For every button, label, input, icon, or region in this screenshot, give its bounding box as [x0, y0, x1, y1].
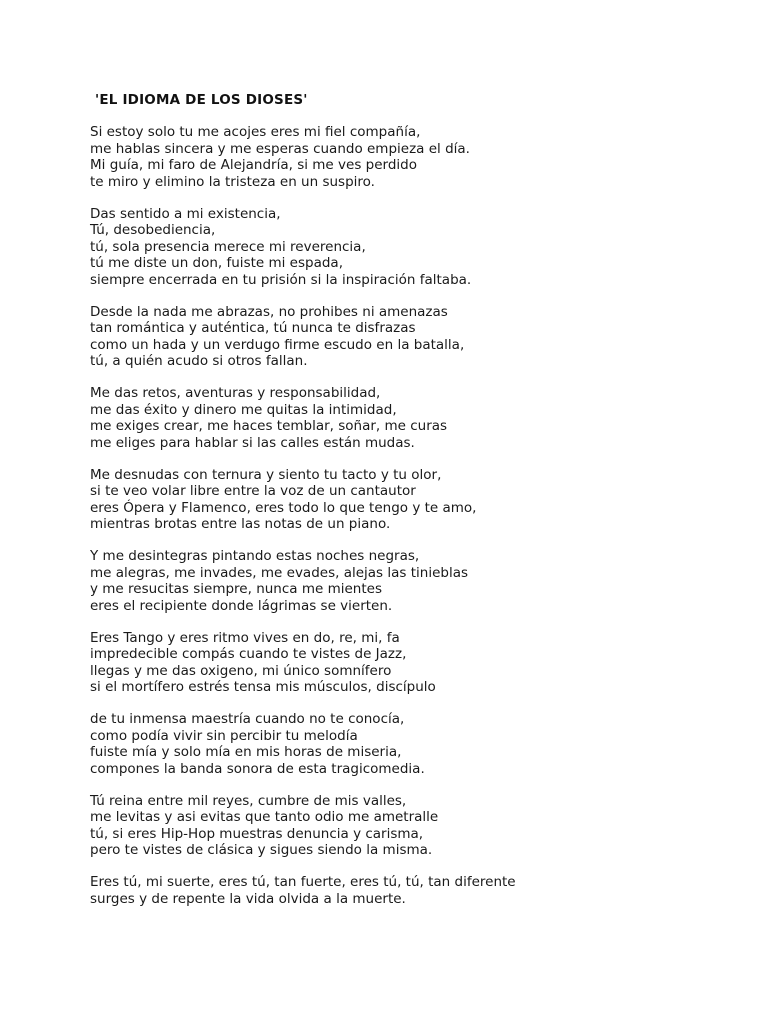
poem-line: Mi guía, mi faro de Alejandría, si me ves perdido [90, 157, 417, 173]
poem-stanza [90, 467, 730, 533]
poem-line: me levitas y asi evitas que tanto odio me ametralle [90, 809, 439, 825]
poem-line: surges y de repente la vida olvida a la muerte. [90, 890, 406, 907]
poem-line: mientras brotas entre las notas de un piano. [90, 516, 391, 532]
poem-line: Si estoy solo tu me acojes eres mi fiel compañía, [90, 124, 421, 140]
poem-line: Tú, desobediencia, [90, 222, 216, 238]
poem-stanza [90, 206, 730, 289]
poem-line: como un hada y un verdugo firme escudo en la batalla, [90, 336, 465, 353]
poem-line: llegas y me das oxigeno, mi único somnífero [90, 662, 392, 679]
poem-line: me eliges para hablar si las calles están mudas. [90, 434, 415, 451]
poem-line: te miro y elimino la tristeza en un suspiro. [90, 173, 375, 190]
poem-line: Me das retos, aventuras y responsabilidad, [90, 385, 381, 401]
poem-line: impredecible compás cuando te vistes de Jazz, [90, 646, 407, 662]
poem-line: me hablas sincera y me esperas cuando empieza el día. [90, 140, 470, 157]
poem-line: compones la banda sonora de esta tragicomedia. [90, 760, 425, 777]
poem-line: tú, a quién acudo si otros fallan. [90, 353, 308, 369]
poem-line: tú, si eres Hip-Hop muestras denuncia y carisma, [90, 825, 424, 842]
poem-line: Y me desintegras pintando estas noches negras, [90, 548, 420, 564]
poem-line: Das sentido a mi existencia, [90, 205, 281, 222]
poem-stanza [90, 630, 730, 696]
poem-stanza [90, 711, 730, 777]
poem-line: Desde la nada me abrazas, no prohibes ni amenazas [90, 303, 448, 320]
poem-line: si el mortífero estrés tensa mis músculos, discípulo [90, 679, 436, 695]
poem-line: me exiges crear, me haces temblar, soñar, me curas [90, 418, 448, 434]
poem-line: me das éxito y dinero me quitas la intimidad, [90, 401, 397, 418]
poem-stanza [90, 874, 730, 907]
poem-line: y me resucitas siempre, nunca me mientes [90, 581, 382, 597]
poem-line: eres Ópera y Flamenco, eres todo lo que tengo y te amo, [90, 499, 477, 516]
poem-line: me alegras, me invades, me evades, alejas las tinieblas [90, 564, 469, 581]
poem-line: pero te vistes de clásica y sigues siendo la misma. [90, 842, 433, 858]
poem-line: Tú reina entre mil reyes, cumbre de mis valles, [90, 792, 407, 809]
poem-stanza [90, 548, 730, 614]
poem-line: fuiste mía y solo mía en mis horas de miseria, [90, 744, 402, 760]
poem-stanza [90, 124, 730, 190]
poem-stanza [90, 304, 730, 370]
poem-line: Eres Tango y eres ritmo vives en do, re, mi, fa [90, 629, 400, 646]
poem-title: 'EL IDIOMA DE LOS DIOSES' [95, 92, 308, 108]
poem-line: tú, sola presencia merece mi reverencia, [90, 238, 366, 255]
poem-line: Eres tú, mi suerte, eres tú, tan fuerte, eres tú, tú, tan diferente [90, 874, 516, 890]
poem-body [90, 124, 730, 923]
poem-line: eres el recipiente donde lágrimas se vierten. [90, 597, 393, 614]
poem-line: como podía vivir sin percibir tu melodía [90, 727, 358, 744]
poem-line: tú me diste un don, fuiste mi espada, [90, 255, 343, 271]
poem-line: si te veo volar libre entre la voz de un cantautor [90, 483, 416, 499]
poem-stanza [90, 385, 730, 451]
poem-line: Me desnudas con ternura y siento tu tacto y tu olor, [90, 466, 442, 483]
poem-line: tan romántica y auténtica, tú nunca te disfrazas [90, 320, 416, 336]
poem-line: de tu inmensa maestría cuando no te conocía, [90, 711, 405, 727]
poem-line: siempre encerrada en tu prisión si la inspiración faltaba. [90, 271, 472, 288]
poem-stanza [90, 793, 730, 859]
